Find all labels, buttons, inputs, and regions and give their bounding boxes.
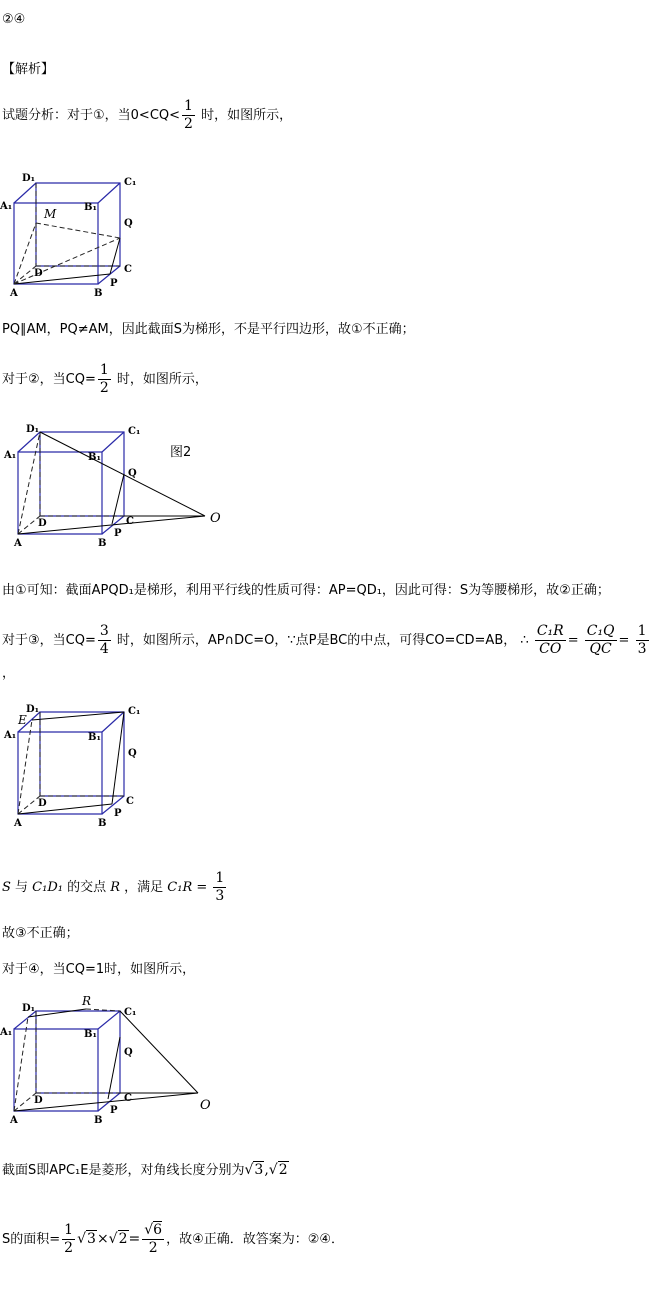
- fig4-label-R: R: [82, 994, 92, 1008]
- fig4-label-D1: D₁: [22, 1003, 36, 1014]
- times-sign: ×: [96, 1231, 109, 1247]
- fig3-label-B: B: [98, 818, 107, 829]
- fig2-label-B1: B₁: [88, 452, 101, 463]
- figure-3: [0, 700, 150, 830]
- figure-1: [0, 168, 150, 308]
- fig1-label-C1: C₁: [124, 177, 137, 188]
- final-answer-text: ，故④正确．故答案为：②④．: [166, 1232, 345, 1247]
- case2-conclusion: 由①可知：截面APQD₁是梯形，利用平行线的性质可得：AP=QD₁，因此可得：S为等腰梯形，故②正确；: [2, 583, 610, 598]
- case2-text: 对于②，当CQ=: [2, 372, 96, 387]
- eq-sign: =: [567, 633, 579, 648]
- fig1-label-M: M: [44, 207, 57, 221]
- eq-sign-3: =: [49, 1232, 61, 1247]
- fig4-label-C: C: [124, 1093, 132, 1104]
- answer-line: ②④: [2, 12, 26, 27]
- fig3-label-D1: D₁: [26, 704, 40, 715]
- comma-sep: ,: [264, 1162, 269, 1178]
- sqrt-2b: √2: [108, 1231, 128, 1247]
- fig3-label-C: C: [126, 796, 134, 807]
- fig2-label-D: D: [38, 518, 47, 529]
- case4-area: [2, 1222, 344, 1257]
- case4-rhombus: [2, 1162, 289, 1179]
- eq-sign-4: =: [128, 1231, 141, 1247]
- case3-fraction: $\frac{3}{4}$: [99, 623, 109, 657]
- case1-post: 时，如图所示，: [196, 108, 293, 123]
- c1r-value-fraction: $\frac{1}{3}$: [215, 870, 225, 904]
- case3-intersection: [2, 870, 228, 905]
- trailing-comma: ，: [2, 666, 16, 681]
- fig4-label-P: P: [110, 1105, 118, 1116]
- figure-2: [0, 420, 240, 550]
- eq-sign-2: =: [618, 633, 630, 648]
- fig4-label-D: D: [34, 1095, 43, 1106]
- fig4-label-B1: B₁: [84, 1029, 97, 1040]
- therefore-symbol: ∴: [520, 633, 529, 648]
- case2-line: [2, 362, 208, 397]
- rhombus-text: 截面S即APC₁E是菱形，对角线长度分别为: [2, 1163, 245, 1178]
- sqrt-2: √2: [268, 1162, 288, 1178]
- sqrt-3b: √3: [77, 1231, 96, 1247]
- fig2-label-P: P: [114, 528, 122, 539]
- fig2-label-C1: C₁: [128, 426, 141, 437]
- fig4-label-A: A: [10, 1115, 18, 1126]
- fig1-label-B1: B₁: [84, 202, 97, 213]
- fig2-label-C: C: [126, 516, 134, 527]
- text-with: 与: [10, 880, 33, 895]
- fig1-label-P: P: [110, 278, 118, 289]
- fig4-label-A1: A₁: [0, 1027, 13, 1038]
- math-s: S: [2, 880, 11, 895]
- math-c1d1: C₁D₁: [32, 880, 63, 895]
- fig1-label-C: C: [124, 264, 132, 275]
- sqrt-3: √3: [244, 1162, 264, 1178]
- case2-post: 时，如图所示，: [112, 372, 208, 387]
- case3-mid: 时，如图所示，AP∩DC=O，∵点P是BC的中点，可得CO=CD=AB，: [112, 633, 517, 648]
- sqrt6-over-2: $\frac{√6}{2}$: [144, 1222, 163, 1256]
- fig3-label-E: E: [18, 713, 27, 727]
- text-intersection: 的交点: [62, 880, 111, 895]
- case1-conclusion: PQ∥AM，PQ≠AM，因此截面S为梯形，不是平行四边形，故①不正确；: [2, 322, 415, 337]
- figure-2-caption: 图2: [170, 445, 192, 460]
- fig3-label-D: D: [38, 798, 47, 809]
- analysis-heading: 【解析】: [2, 62, 55, 77]
- case2-fraction: $\frac{1}{2}$: [99, 362, 109, 396]
- fig4-label-B: B: [94, 1115, 103, 1126]
- fig2-label-O: O: [210, 511, 221, 526]
- fig1-back-face: [36, 183, 120, 266]
- fig4-label-C1: C₁: [124, 1007, 137, 1018]
- figure-4: [0, 995, 230, 1135]
- case4-line: 对于④，当CQ=1时，如图所示，: [2, 962, 196, 977]
- fig2-label-A: A: [14, 538, 22, 549]
- text-satisfy: ，满足: [120, 880, 168, 895]
- case3-text: 对于③，当CQ=: [2, 633, 96, 648]
- area-text: S的面积: [2, 1232, 50, 1247]
- fig1-label-A: A: [10, 288, 18, 299]
- case1-text: 试题分析：对于①，当0<CQ<: [2, 108, 181, 123]
- fig3-label-C1: C₁: [128, 706, 141, 717]
- fig1-label-D: D: [34, 268, 43, 279]
- case3-line: [2, 623, 651, 658]
- fig4-label-Q: Q: [124, 1047, 133, 1058]
- fig1-label-A1: A₁: [0, 201, 13, 212]
- half-fraction: $\frac{1}{2}$: [64, 1222, 74, 1256]
- fig1-label-Q: Q: [124, 218, 133, 229]
- fig3-label-A: A: [14, 818, 22, 829]
- case1-line: [2, 98, 292, 133]
- fig3-label-P: P: [114, 808, 122, 819]
- fig2-label-A1: A₁: [4, 450, 17, 461]
- math-r: R: [110, 880, 121, 895]
- fig4-label-O: O: [200, 1098, 211, 1113]
- fig3-label-A1: A₁: [4, 730, 17, 741]
- case1-fraction: $\frac{1}{2}$: [184, 98, 193, 132]
- fig2-label-D1: D₁: [26, 424, 40, 435]
- ratio-c1q-qc: $\frac{\text{C₁Q}}{QC}$: [586, 623, 615, 657]
- case3-conclusion: 故③不正确；: [2, 926, 79, 941]
- fig1-label-B: B: [94, 288, 103, 299]
- fig2-label-B: B: [98, 538, 107, 549]
- fig2-label-Q: Q: [128, 468, 137, 479]
- math-c1r: C₁R =: [167, 880, 208, 895]
- fig3-label-Q: Q: [128, 748, 137, 759]
- ratio-one-third: $\frac{1}{3}$: [637, 623, 647, 657]
- ratio-c1r-co: $\frac{\text{C₁R}}{CO}$: [536, 623, 564, 657]
- fig3-label-B1: B₁: [88, 732, 101, 743]
- fig1-label-D1: D₁: [22, 173, 36, 184]
